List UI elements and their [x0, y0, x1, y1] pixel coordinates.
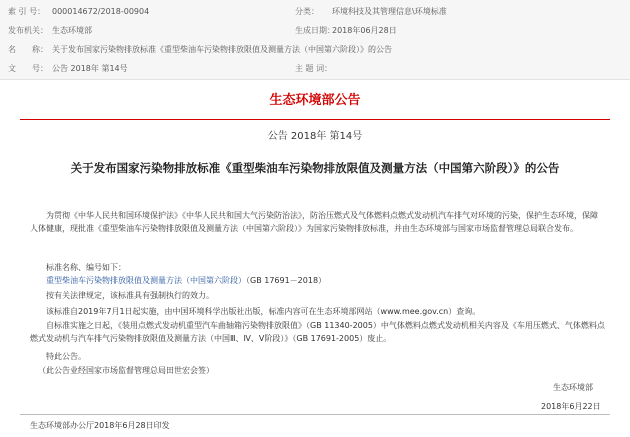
standard-code: （GB 17691－2018）: [246, 276, 327, 285]
signature-organization: 生态环境部: [553, 383, 593, 392]
docno-label: 文 号：: [8, 64, 48, 73]
footer-divider: [20, 414, 610, 415]
paragraph-standard-heading: 标准名称、编号如下：: [46, 263, 126, 272]
signature-date: 2018年6月22日: [541, 402, 601, 411]
metadata-panel: [0, 0, 630, 80]
index-label: 索 引 号：: [8, 7, 46, 16]
agency-title: 生态环境部公告: [269, 93, 361, 108]
paragraph-countersign: （此公告业经国家市场监督管理总局田世宏会签）: [38, 366, 214, 375]
topic-label: 主 题 词：: [295, 64, 333, 73]
metadata-row-docno: [0, 60, 630, 77]
name-value: 关于发布国家污染物排放标准《重型柴油车污染物排放限值及测量方法（中国第六阶段）》的公告: [52, 45, 392, 54]
paragraph-closing: 特此公告。: [46, 352, 86, 361]
docno-value: 公告 2018年 第14号: [52, 64, 128, 73]
standard-link[interactable]: 重型柴油车污染物排放限值及测量方法（中国第六阶段）: [46, 276, 246, 285]
name-label: 名 称：: [8, 45, 48, 54]
paragraph-intro-text: 为贯彻《中华人民共和国环境保护法》《中华人民共和国大气污染防治法》，防治压燃式及气体燃料点燃式发动机汽车排气对环境的污染，保护生态环境，保障人体健康，现批准《重型柴油车污染物排放限值及测量方法（中国第六阶段）》为国家污染物排放标准，并由生态环境部与国家市场监督管理总局联合发布。: [30, 211, 598, 233]
metadata-row-name: [0, 41, 630, 58]
standard-entry: [46, 275, 326, 288]
date-label: 生成日期：: [295, 26, 335, 35]
date-value: 2018年06月28日: [332, 26, 397, 35]
issuer-label: 发布机关：: [8, 26, 48, 35]
paragraph-legal: 按有关法律规定，该标准具有强制执行的效力。: [46, 291, 214, 300]
metadata-row-index: [0, 3, 630, 20]
metadata-row-issuer: [0, 22, 630, 39]
footer-issue-note: 生态环境部办公厅2018年6月28日印发: [30, 421, 170, 430]
notice-number: 公告 2018年 第14号: [267, 131, 363, 142]
paragraph-implementation: 该标准自2019年7月1日起实施，由中国环境科学出版社出版，标准内容可在生态环境部网站（www.mee.gov.cn）查询。: [46, 307, 481, 316]
red-divider: [20, 119, 610, 120]
category-label: 分类：: [295, 7, 319, 16]
index-value: 000014672/2018-00904: [52, 7, 150, 16]
paragraph-repeal-text: 自标准实施之日起，《装用点燃式发动机重型汽车曲轴箱污染物排放限值》（GB 11340-2005）中气体燃料点燃式发动机相关内容及《车用压燃式、气体燃料点燃式发动机与汽车排气污染物排放限值及测量方法（中国Ⅲ、Ⅳ、Ⅴ阶段）》（GB 17691-2005）废止。: [30, 321, 605, 343]
paragraph-intro: [30, 210, 605, 235]
category-value: 环境科技及其管理信息\环境标准: [332, 7, 447, 16]
document-body: [0, 86, 630, 437]
issuer-value: 生态环境部: [52, 26, 92, 35]
document-title: 关于发布国家污染物排放标准《重型柴油车污染物排放限值及测量方法（中国第六阶段）》的公告: [70, 161, 560, 175]
paragraph-repeal: [30, 320, 605, 345]
